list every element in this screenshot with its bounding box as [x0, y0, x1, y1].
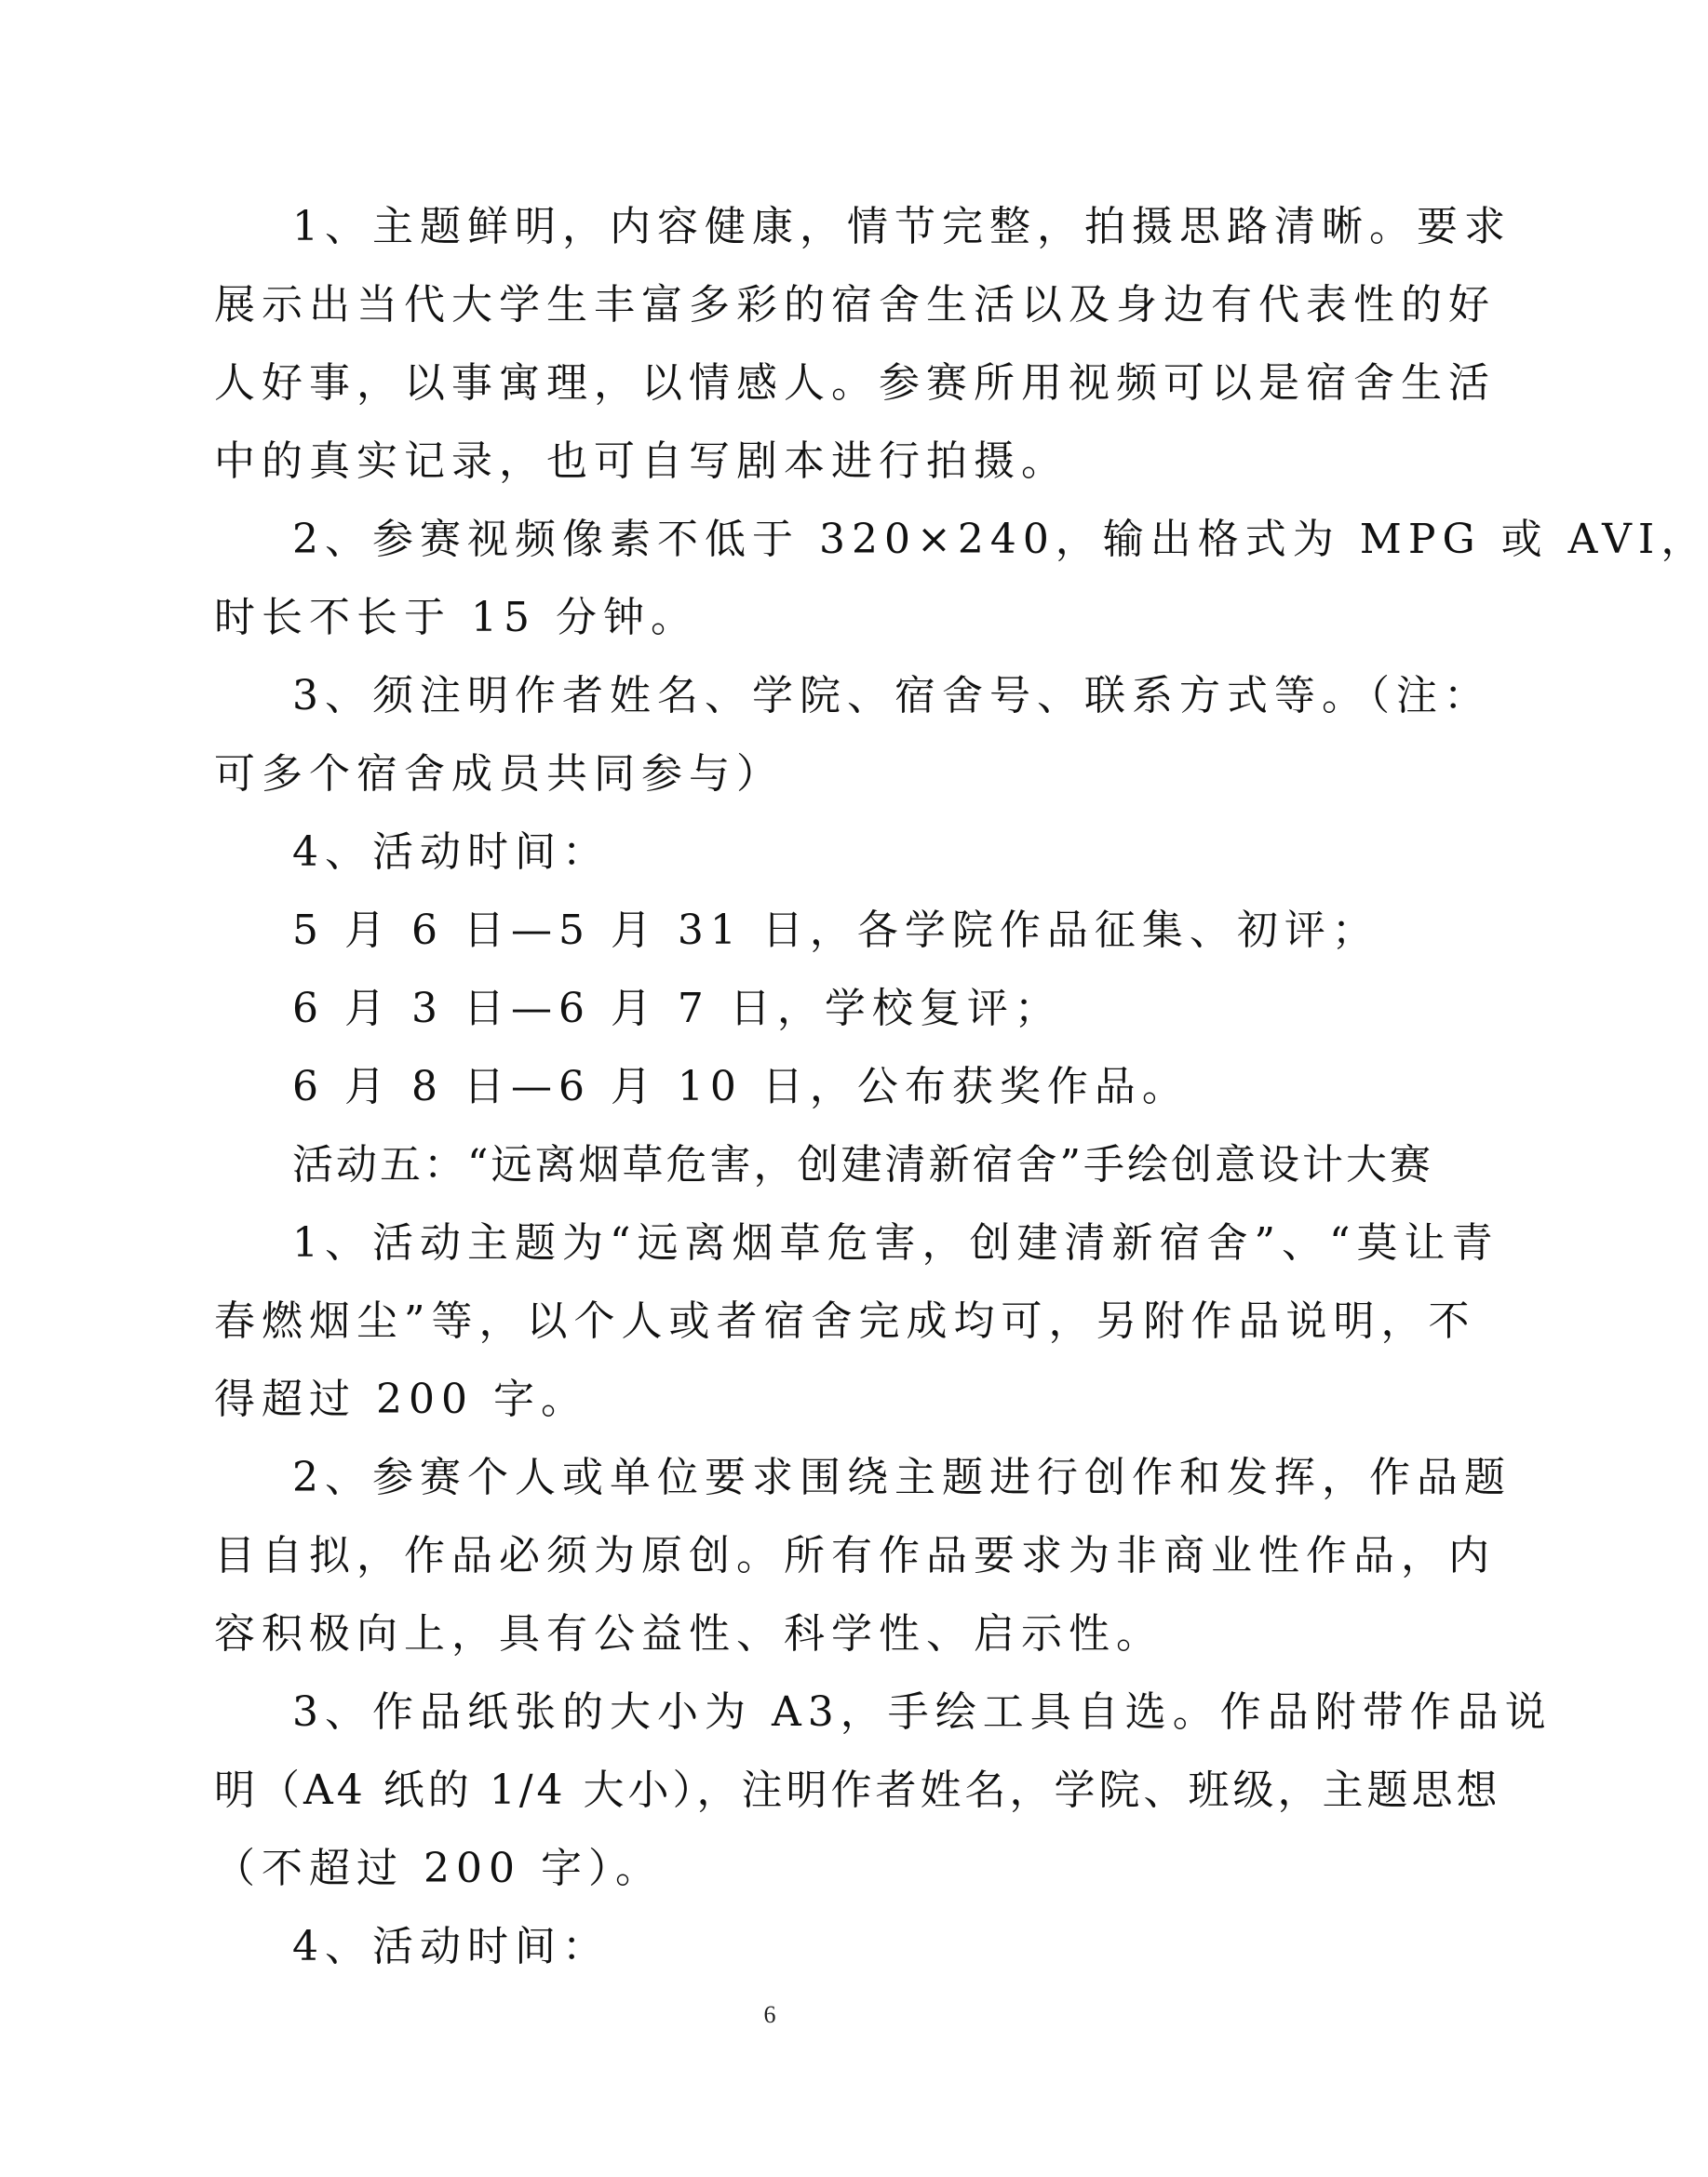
paragraph-line: 展示出当代大学生丰富多彩的宿舍生活以及身边有代表性的好	[214, 281, 1496, 329]
paragraph-line: 目自拟，作品必须为原创。所有作品要求为非商业性作品，内	[214, 1532, 1496, 1579]
paragraph-line: 容积极向上，具有公益性、科学性、启示性。	[214, 1610, 1163, 1658]
paragraph-line: 3、须注明作者姓名、学院、宿舍号、联系方式等。（注：	[292, 672, 1491, 719]
paragraph-line: 6 月 8 日—6 月 10 日，公布获奖作品。	[292, 1063, 1190, 1110]
paragraph-line: 3、作品纸张的大小为 A3，手绘工具自选。作品附带作品说	[292, 1688, 1553, 1736]
section-heading: 活动五：“远离烟草危害，创建清新宿舍”手绘创意设计大赛	[292, 1141, 1433, 1189]
paragraph-line: 2、参赛视频像素不低于 320×240，输出格式为 MPG 或 AVI，	[292, 516, 1708, 563]
paragraph-line: 5 月 6 日—5 月 31 日，各学院作品征集、初评；	[292, 907, 1379, 954]
paragraph-line: 春燃烟尘”等，以个人或者宿舍完成均可，另附作品说明，不	[214, 1297, 1476, 1345]
paragraph-line: 时长不长于 15 分钟。	[214, 594, 698, 641]
paragraph-line: （不超过 200 字）。	[214, 1845, 663, 1892]
paragraph-line: 得超过 200 字。	[214, 1376, 588, 1423]
paragraph-line: 可多个宿舍成员共同参与）	[214, 750, 784, 798]
paragraph-line: 1、活动主题为“远离烟草危害，创建清新宿舍”、“莫让青	[292, 1219, 1500, 1267]
paragraph-line: 人好事，以事寓理，以情感人。参赛所用视频可以是宿舍生活	[214, 359, 1496, 407]
paragraph-line: 1、主题鲜明，内容健康，情节完整，拍摄思路清晰。要求	[292, 203, 1512, 250]
paragraph-line: 中的真实记录，也可自写剧本进行拍摄。	[214, 437, 1069, 485]
page-number: 6	[763, 2001, 776, 2028]
paragraph-line: 4、活动时间：	[292, 828, 610, 876]
paragraph-line: 6 月 3 日—6 月 7 日，学校复评；	[292, 985, 1062, 1032]
paragraph-line: 2、参赛个人或单位要求围绕主题进行创作和发挥，作品题	[292, 1454, 1512, 1501]
paragraph-line: 4、活动时间：	[292, 1923, 610, 1970]
paragraph-line: 明（A4 纸的 1/4 大小），注明作者姓名，学院、班级，主题思想	[214, 1767, 1501, 1814]
